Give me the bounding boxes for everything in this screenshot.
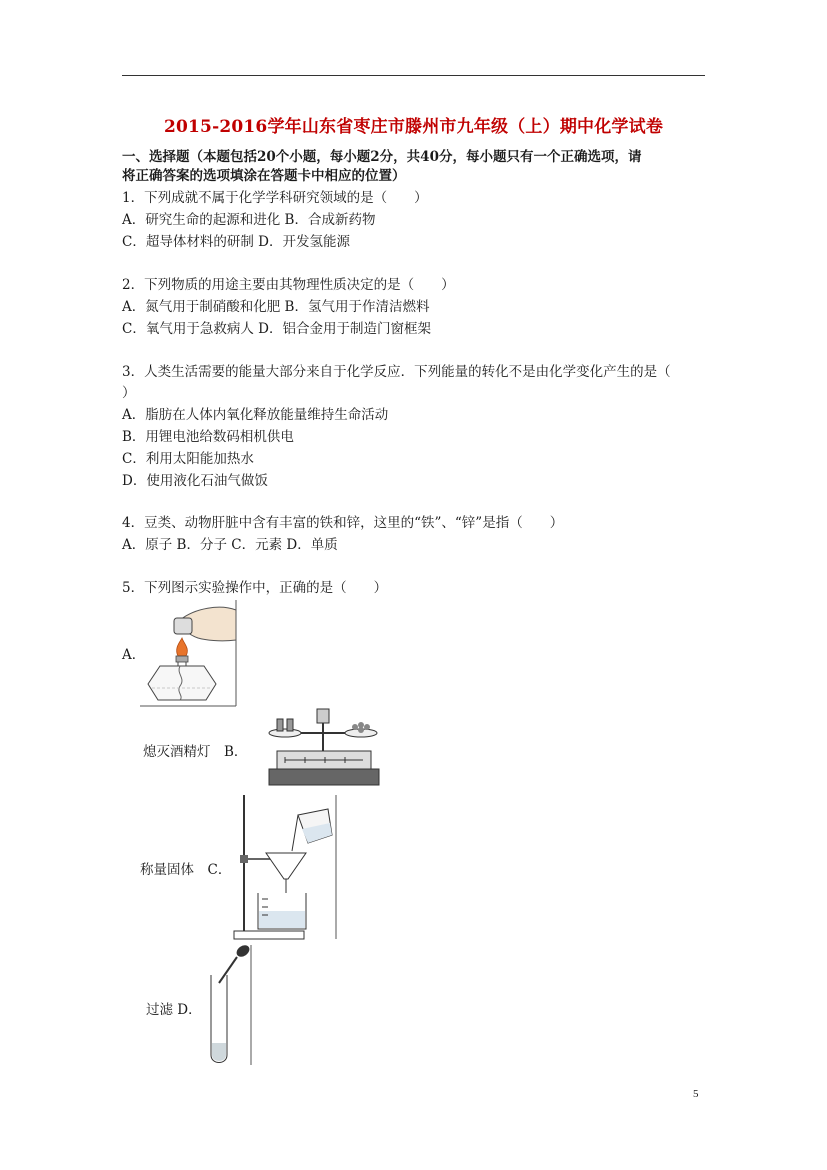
page-number: 5 bbox=[693, 1088, 699, 1100]
q1-options-cd: C．超导体材料的研制 D．开发氢能源 bbox=[122, 234, 350, 250]
header-rule bbox=[122, 75, 705, 76]
q1-options-ab: A．研究生命的起源和进化 B．合成新药物 bbox=[122, 212, 376, 228]
q2-stem: 2．下列物质的用途主要由其物理性质决定的是（ ） bbox=[122, 277, 455, 293]
alcohol-lamp-figure bbox=[140, 600, 240, 708]
q4-options: A．原子 B．分子 C．元素 D．单质 bbox=[122, 537, 338, 553]
q2-options-cd: C．氧气用于急救病人 D．铝合金用于制造门窗框架 bbox=[122, 321, 431, 337]
dropper-test-tube-figure bbox=[205, 945, 255, 1067]
q3-option-c: C．利用太阳能加热水 bbox=[122, 451, 254, 467]
q1-stem: 1．下列成就不属于化学学科研究领域的是（ ） bbox=[122, 190, 428, 206]
section-heading-line1: 一、选择题（本题包括20个小题，每小题2分，共40分，每小题只有一个正确选项，请 bbox=[122, 149, 642, 165]
q5-caption-b-c: 称量固体 C． bbox=[140, 862, 232, 878]
balance-scale-figure bbox=[265, 705, 383, 787]
filtration-figure bbox=[232, 795, 340, 941]
q4-stem: 4．豆类、动物肝脏中含有丰富的铁和锌，这里的“铁”、“锌”是指（ ） bbox=[122, 515, 564, 531]
q3-stem-line1: 3．人类生活需要的能量大部分来自于化学反应．下列能量的转化不是由化学变化产生的是（ bbox=[122, 364, 671, 380]
exam-title: 2015-2016学年山东省枣庄市滕州市九年级（上）期中化学试卷 bbox=[163, 117, 664, 137]
q3-option-d: D．使用液化石油气做饭 bbox=[122, 473, 268, 489]
q5-label-a: A． bbox=[122, 647, 146, 663]
q3-stem-line2: ） bbox=[122, 385, 136, 401]
q3-option-a: A．脂肪在人体内氧化释放能量维持生命活动 bbox=[122, 407, 389, 423]
q3-option-b: B．用锂电池给数码相机供电 bbox=[122, 429, 294, 445]
section-heading-line2: 将正确答案的选项填涂在答题卡中相应的位置） bbox=[122, 168, 406, 184]
q2-options-ab: A．氮气用于制硝酸和化肥 B．氢气用于作清洁燃料 bbox=[122, 299, 430, 315]
q5-caption-a-b: 熄灭酒精灯 B． bbox=[143, 744, 248, 760]
q5-stem: 5．下列图示实验操作中，正确的是（ ） bbox=[122, 580, 388, 596]
q5-caption-c-d: 过滤 D． bbox=[146, 1002, 202, 1018]
